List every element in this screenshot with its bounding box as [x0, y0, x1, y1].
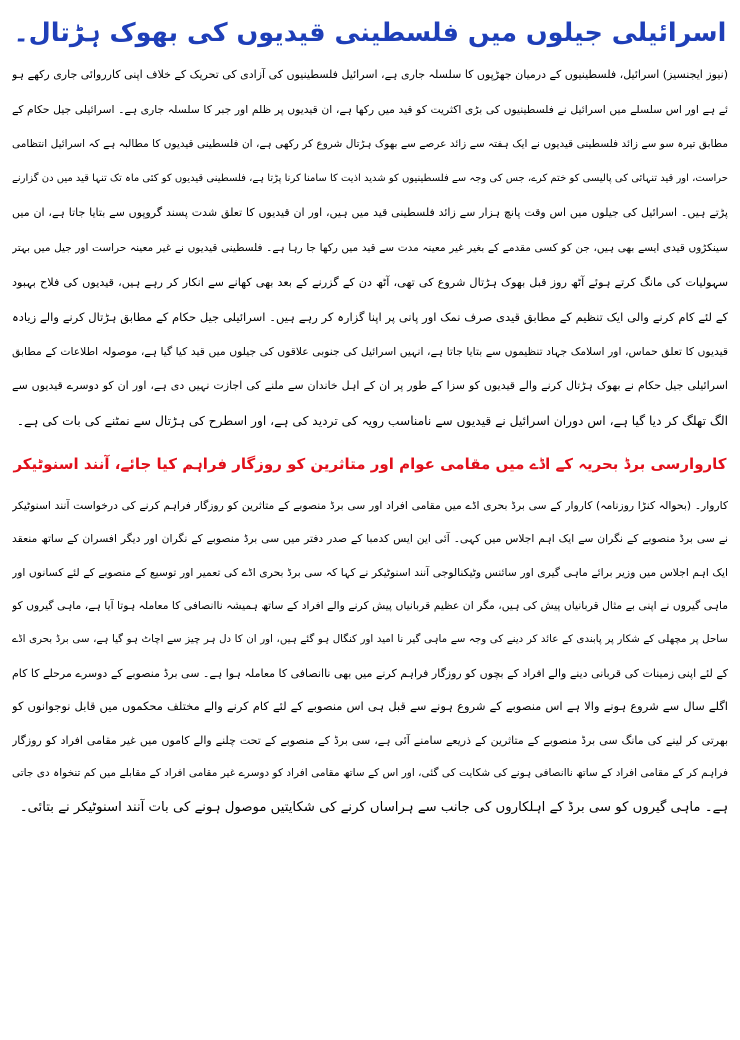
headline-hunger-strike: اسرائیلی جیلوں میں فلسطینی قیدیوں کی بھوک ہڑتال۔	[13, 18, 727, 48]
body-line: بھرتی کر لینے کی مانگ سی برڈ منصوبے کے متاثرین کے ذریعے سامنے آئی ہے، سی برڈ کے منصوبے کے تحت چلنے والے کاموں میں غیر مقامی افراد کو روزگار	[12, 733, 728, 747]
body-line: کے لئے کام کرنے والی ایک تنظیم کے مطابق قیدی صرف نمک اور پانی پر اپنا گزارہ کر رہے ہیں۔ اسرائیلی جیل حکام کے مطابق ہڑتال کرنے والے زیادہ	[12, 310, 728, 325]
body-line: نے سی برڈ منصوبے کے نگران سے ایک اہم اجلاس میں کہی۔ آئی این ایس کدمبا کے صدر دفتر میں سی برڈ منصوبے کے نگران اور دیگر افسران کے ساتھ منعقد	[12, 532, 728, 546]
body-line: سہولیات کی مانگ کرتے ہوئے آٹھ روز قبل بھوک ہڑتال شروع کی تھی، آٹھ دن کے گزرنے کے بعد بھی کھانے سے انکار کر رہے ہیں، قیدیوں کی فلاح بہبود	[12, 275, 728, 289]
body-line: ئے ہے اور اس سلسلے میں اسرائیل نے فلسطینیوں کی بڑی اکثریت کو قید میں رکھا ہے، ان قیدیوں پر ظلم اور جبر کا سلسلہ جاری ہے۔ اسرائیلی جیل حکام کے	[12, 102, 728, 116]
body-line: کے لئے اپنی زمینات کی قربانی دینے والے افراد کے بچوں کو روزگار فراہم کرنے میں بھی ناانصافی کا معاملہ ہوا ہے۔ سی برڈ منصوبے کے دوسرے مرحلے کا کام	[12, 666, 728, 680]
body-line: پڑتے ہیں۔ اسرائیل کی جیلوں میں اس وقت پانچ ہزار سے زائد فلسطینی قید میں ہیں، اور ان قیدیوں کا تعلق شدت پسند گروپوں سے بتایا جاتا ہے، ان میں	[12, 206, 728, 220]
body-line: (نیوز ایجنسیز) اسرائیل، فلسطینیوں کے درمیان جھڑپوں کا سلسلہ جاری ہے، اسرائیل فلسطینیوں کی آزادی کی تحریک کے خلاف اپنی کارروائی جاری رکھے ہو	[12, 68, 728, 81]
body-line: اسرائیلی جیل حکام نے بھوک ہڑتال کرنے والے قیدیوں کو سزا کے طور پر ان کے اہل خاندان سے ملنے کی اجازت نہیں دی ہے، اور ان کو دوسرے قیدیوں سے	[12, 379, 728, 393]
body-line: ماہی گیروں نے اپنی بے مثال قربانیاں پیش کی ہیں، مگر ان عظیم قربانیاں پیش کرنے والے افراد کے ساتھ ہمیشہ ناانصافی کا معاملہ ہوتا آیا ہے، ماہی گیروں کو	[12, 599, 728, 613]
body-line: حراست، اور قید تنہائی کی پالیسی کو ختم کرے، جس کی وجہ سے فلسطینیوں کو شدید اذیت کا سامنا کرنا پڑتا ہے، فلسطینی قیدیوں کو کئی ماہ تک تنہا قید میں دن گزارنے	[12, 172, 728, 184]
body-line: فراہم کر کے مقامی افراد کے ساتھ ناانصافی ہونے کی شکایت کی گئی، اور اس کے ساتھ مقامی افراد کو دوسرے غیر مقامی افراد کے مقابلے میں کم تنخواہ دی جاتی	[12, 767, 728, 780]
body-line: ساحل پر مچھلی کے شکار پر پابندی کے عائد کر دینے کی وجہ سے ماہی گیر نا امید اور کنگال ہو گئے ہیں، اور ان کا دل ہر چیز سے اچاٹ ہو گیا ہے، سی برڈ بحری اڈے	[12, 632, 728, 645]
article-body-hunger-strike	[12, 58, 728, 439]
body-line: ہے۔ ماہی گیروں کو سی برڈ کے اہلکاروں کی جانب سے ہراساں کرنے کی شکایتیں موصول ہونے کی بات آنند اسنوٹیکر نے بتائی۔	[19, 799, 728, 815]
body-line: الگ تھلگ کر دیا گیا ہے، اس دوران اسرائیل نے قیدیوں سے نامناسب رویہ کی تردید کی ہے، اور اسطرح کی ہڑتال سے نمٹنے کی بات کی ہے۔	[16, 413, 728, 428]
headline-seabird-jobs: کاروارسی برڈ بحریہ کے اڈے میں مقامی عوام اور متاثرین کو روزگار فراہم کیا جائے، آنند اسنوٹیکر	[13, 454, 727, 473]
body-line: کاروار۔ (بحوالہ کنڑا روزنامہ) کاروار کے سی برڈ بحری اڈے میں مقامی افراد اور سی برڈ منصوبے کے متاثرین کو روزگار فراہم کرنے کی درخواست آنند اسنوٹیکر	[12, 498, 728, 512]
article-body-seabird-jobs	[12, 489, 728, 825]
article-seabird-jobs	[12, 439, 728, 825]
body-line: مطابق تیرہ سو سے زائد فلسطینی قیدیوں نے ایک ہفتہ سے زائد عرصے سے بھوک ہڑتال شروع کر رکھی ہے، ان فلسطینی قیدیوں کا مطالبہ ہے کہ اسرائیل انتظامی	[12, 138, 728, 151]
body-line: سینکڑوں قیدی ایسے بھی ہیں، جن کو کسی مقدمے کے بغیر غیر معینہ مدت سے قید میں رکھا جا رہا ہے۔ فلسطینی قیدیوں نے غیر معینہ حراست اور جیل میں بہتر	[12, 241, 728, 254]
body-line: اگلے سال سے شروع ہونے والا ہے اس منصوبے کے شروع ہونے سے قبل ہی اس منصوبے کے لئے کام کرنے والے مختلف محکموں میں قابل نوجوانوں کو	[12, 699, 728, 714]
body-line: قیدیوں کا تعلق حماس، اور اسلامک جہاد تنظیموں سے بتایا جاتا ہے، انہیں اسرائیل کی جنوبی علاقوں کی جیلوں میں قید کیا گیا ہے، موصولہ اطلاعات کے مطابق	[12, 344, 728, 358]
article-hunger-strike	[12, 8, 728, 439]
body-line: ایک اہم اجلاس میں وزیر برائے ماہی گیری اور سائنس وٹیکنالوجی آنند اسنوٹیکر نے کہا کہ سی برڈ بحری اڈے کی تعمیر اور توسیع کے منصوبے کے لئے کسانوں اور	[12, 565, 728, 579]
